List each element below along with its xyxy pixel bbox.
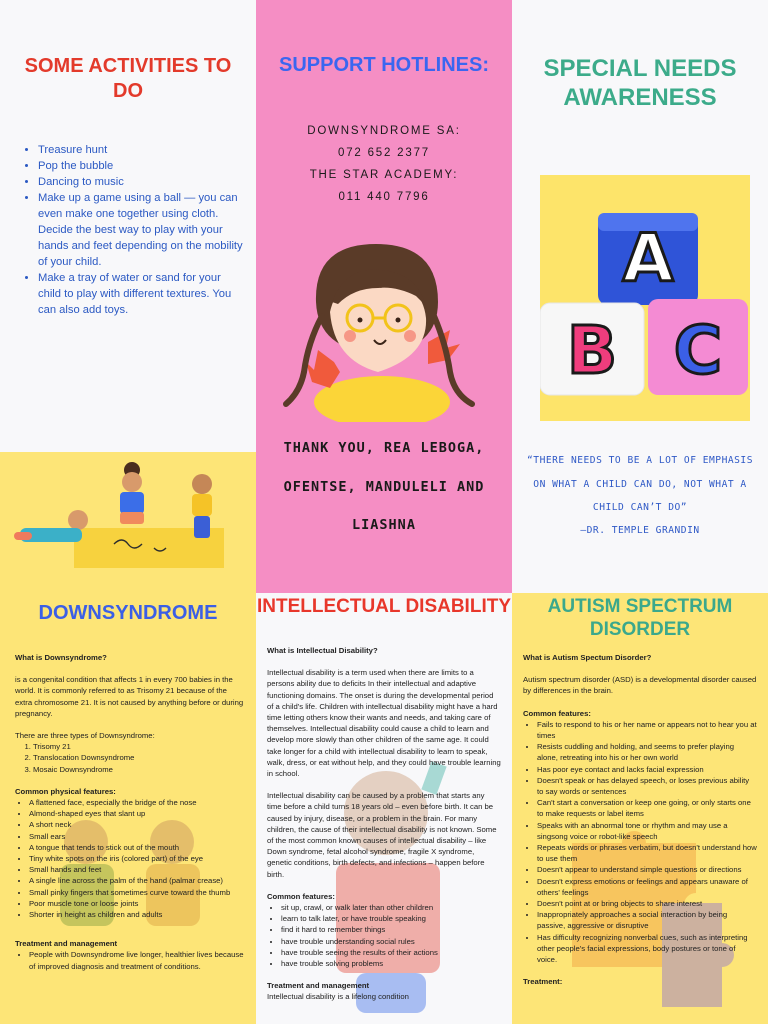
hotlines-title: SUPPORT HOTLINES: (278, 54, 489, 76)
list-item: • Treasure hunt (38, 142, 244, 158)
kids-drawing-illustration (14, 456, 236, 588)
list-item: • Poor muscle tone or loose joints (29, 898, 245, 909)
intellectual-text (267, 645, 501, 1014)
list-item: • have trouble understanding social rules (281, 936, 501, 947)
section-paragraph: Intellectual disability is a lifelong condition (267, 992, 409, 1002)
section-subheading: Treatment and management (267, 981, 370, 991)
list-item: • Shorter in height as children and adults (29, 909, 245, 920)
section-subheading: Common physical features: (15, 786, 116, 796)
activities-list (22, 142, 244, 318)
kid-shirt (192, 494, 212, 516)
list-item: • learn to talk later, or have trouble speaking (281, 913, 501, 924)
awareness-title: SPECIAL NEEDS AWARENESS (543, 55, 737, 111)
shirt-shape (314, 376, 450, 422)
intellectual-panel (256, 593, 512, 1024)
list-item: • A single line across the palm of the hand (palmar crease) (29, 875, 245, 886)
autism-text (523, 652, 757, 987)
list-item: • find it hard to remember things (281, 924, 501, 935)
section-subheading: Common features: (523, 708, 591, 718)
intellectual-title: INTELLECTUAL DISABILITY (256, 596, 512, 617)
section-paragraph: Autism spectrum disorder (ASD) is a developmental disorder caused by differences in the brain. (523, 675, 757, 696)
autism-title: AUTISM SPECTRUM DISORDER (547, 596, 733, 640)
quote-line: “THERE NEEDS TO BE A LOT OF EMPHASIS (527, 455, 753, 466)
kid-shirt (120, 492, 144, 514)
features-list (15, 797, 245, 920)
list-item: • Can't start a conversation or keep one going, or only starts one to make requests or label items (537, 797, 757, 819)
list-item: • A tongue that tends to stick out of the mouth (29, 842, 245, 853)
downsyndrome-text (15, 652, 245, 983)
paint-hand-left (306, 350, 340, 388)
list-item: • Doesn't express emotions or feelings and appears unaware of others' feelings (537, 876, 757, 898)
list-item: • Pop the bubble (38, 158, 244, 174)
cheek-right (404, 330, 416, 342)
block-letter-b: B (566, 312, 618, 389)
downsyndrome-title: DOWNSYNDROME (38, 602, 218, 624)
section-paragraph: There are three types of Downsyndrome: (15, 731, 155, 741)
list-item: • Dancing to music (38, 174, 244, 190)
section-subheading: Treatment: (523, 977, 563, 987)
awareness-panel (512, 0, 768, 593)
quote-line: CHILD CAN’T DO” (592, 502, 688, 513)
features-list (267, 902, 501, 969)
section-paragraph: Intellectual disability is a term used when there are limits to a persons ability due to deficits In their intellectual and adaptive functioning domains. The onset is during the developmental period of a child's life. Children with intellectual disability might have a hard time letting others know their wants and needs, and taking care of themselves. Intellectual disability could cause a child to learn and develop more slowly than other children of the same age. It could take longer for a child with intellectual disability to learn to speak, walk, dress, or eat without help, and they could have trouble learning in school. (267, 668, 501, 779)
activities-panel (0, 0, 256, 452)
list-item: • have trouble seeing the results of their actions (281, 947, 501, 958)
list-item: 3. Mosaic Downsyndrome (33, 764, 245, 775)
section-question: What is Downsyndrome? (15, 653, 107, 662)
list-item: • Doesn't speak or has delayed speech, or loses previous ability to say words or sentences (537, 775, 757, 797)
list-item: • Doesn't appear to understand simple questions or directions (537, 864, 757, 875)
thanks-line: LIASHNA (352, 517, 416, 533)
eye-right (396, 318, 401, 323)
list-item: • A flattened face, especially the bridge of the nose (29, 797, 245, 808)
hotline-name: THE STAR ACADEMY: (309, 169, 459, 181)
list-item: • sit up, crawl, or walk later than other children (281, 902, 501, 913)
kid-legs (14, 532, 32, 540)
list-item: • Make up a game using a ball — you can even make one together using cloth. Decide the best way to play with your hands and feet depending on the mobility of your child. (38, 190, 244, 270)
list-item: • Make a tray of water or sand for your child to play with different textures. You can also add toys. (38, 270, 244, 318)
quote-line: ON WHAT A CHILD CAN DO, NOT WHAT A (533, 479, 747, 490)
abc-blocks-image (540, 175, 750, 421)
eye-left (358, 318, 363, 323)
autism-panel (512, 593, 768, 1024)
abc-blocks-icon (540, 175, 750, 421)
features-list (523, 719, 757, 965)
quote-author: —DR. TEMPLE GRANDIN (580, 525, 700, 536)
types-list (15, 741, 245, 775)
thanks-line: OFENTSE, MANDULELI AND (283, 479, 485, 495)
thanks-line: THANK YOU, REA LEBOGA, (283, 440, 485, 456)
kid-face (192, 474, 212, 494)
kid-face (122, 472, 142, 492)
list-item: 2. Translocation Downsyndrome (33, 752, 245, 763)
list-item: • have trouble solving problems (281, 958, 501, 969)
kid-pants (120, 512, 144, 524)
list-item: • Has poor eye contact and lacks facial expression (537, 764, 757, 775)
hotlines-panel (256, 0, 512, 593)
list-item: • Inappropriately approaches a social interaction by being passive, aggressive or disruptive (537, 909, 757, 931)
cheek-left (344, 330, 356, 342)
hotline-number: 011 440 7796 (338, 191, 430, 203)
list-item: • Speaks with an abnormal tone or rhythm and may use a singsong voice or robot-like speech (537, 820, 757, 842)
list-item: • Small pinky fingers that sometimes curve toward the thumb (29, 887, 245, 898)
list-item: 1. Trisomy 21 (33, 741, 245, 752)
list-item: • Almond-shaped eyes that slant up (29, 808, 245, 819)
list-item: • Small hands and feet (29, 864, 245, 875)
list-item: • Fails to respond to his or her name or appears not to hear you at times (537, 719, 757, 741)
section-paragraph: is a congenital condition that affects 1 in every 700 babies in the world. It is commonly referred to as Trisomy 21 because of the extra chromosome 21. It is not caused by anything before or during pregnancy. (15, 675, 244, 718)
treatment-list (15, 949, 245, 971)
section-paragraph: Intellectual disability can be caused by a problem that starts any time before a child turns 18 years old – even before birth. It can be caused by injury, disease, or a problem in the brain. For many children, the cause of their intellectual disability is not known. Some of the most common known causes of intellectual disability – like Down syndrome, fetal alcohol syndrome, fragile X syndrome, genetic conditions, birth defects, and infections – happen before birth. (267, 791, 497, 879)
activities-title: SOME ACTIVITIES TO DO (24, 55, 232, 102)
downsyndrome-panel (0, 593, 256, 1024)
kid-pants (194, 516, 210, 538)
list-item: • Small ears (29, 831, 245, 842)
girl-illustration (278, 232, 490, 422)
section-question: What is Autism Spectum Disorder? (523, 653, 652, 662)
list-item: • Doesn't point at or bring objects to share interest (537, 898, 757, 909)
section-subheading: Common features: (267, 891, 335, 901)
hotline-number: 072 652 2377 (338, 147, 430, 159)
section-question: What is Intellectual Disability? (267, 646, 378, 655)
list-item: • Repeats words or phrases verbatim, but doesn't understand how to use them (537, 842, 757, 864)
block-letter-c: C (673, 312, 723, 389)
list-item: • People with Downsyndrome live longer, healthier lives because of improved diagnosis and treatment of conditions. (29, 949, 245, 971)
list-item: • Resists cuddling and holding, and seems to prefer playing alone, retreating into his or her own world (537, 741, 757, 763)
block-letter-a: A (622, 220, 674, 297)
list-item: • A short neck (29, 819, 245, 830)
list-item: • Tiny white spots on the iris (colored part) of the eye (29, 853, 245, 864)
section-subheading: Treatment and management (15, 939, 118, 949)
kids-illustration-panel (0, 452, 256, 593)
kid-face (68, 510, 88, 530)
hotline-name: DOWNSYNDROME SA: (307, 125, 461, 137)
list-item: • Has difficulty recognizing nonverbal cues, such as interpreting other people's facial expressions, body postures or tone of voice. (537, 932, 757, 966)
